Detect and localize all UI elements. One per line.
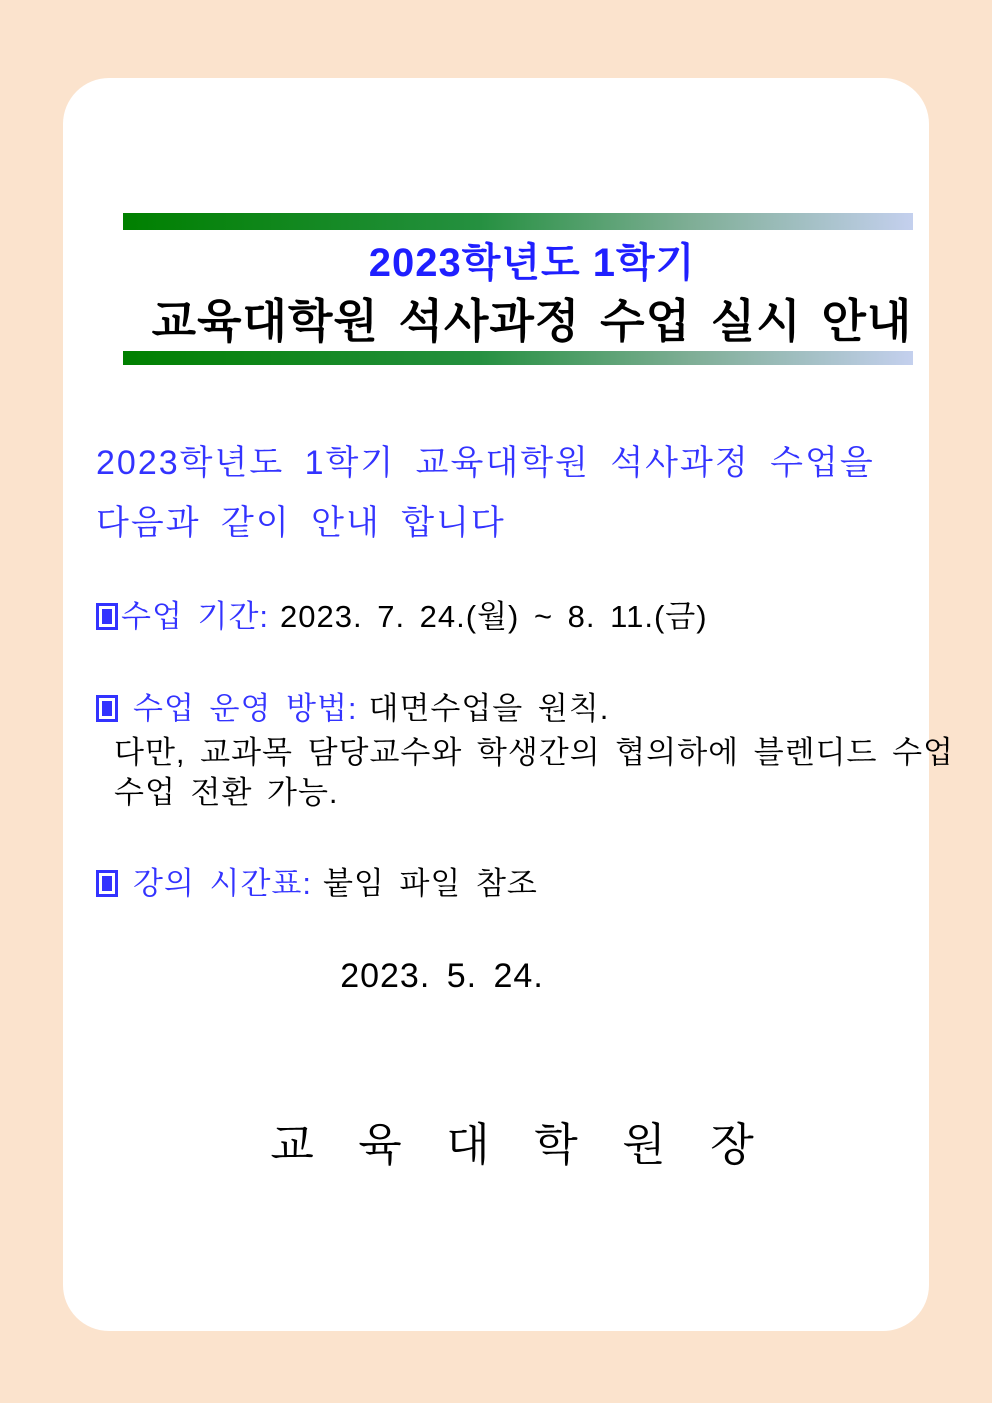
notice-card bbox=[63, 78, 954, 1331]
timetable-value: 붙임 파일 참조 bbox=[322, 866, 538, 901]
square-bullet-inner bbox=[102, 876, 112, 891]
section-class-period bbox=[96, 599, 708, 635]
class-method-detail-line1: 다만, 교과목 담당교수와 학생간의 협의하에 블렌디드 수업 bbox=[114, 735, 954, 770]
class-period-value: 2023. 7. 24.(월) ~ 8. 11.(금) bbox=[280, 599, 708, 634]
square-bullet-inner bbox=[102, 609, 112, 624]
section-class-method bbox=[96, 691, 609, 727]
square-bullet-inner bbox=[102, 701, 112, 716]
section-timetable bbox=[96, 866, 538, 902]
intro-line1: 2023학년도 1학기 교육대학원 석사과정 수업을 bbox=[96, 444, 875, 482]
square-bullet-icon bbox=[96, 870, 118, 897]
notice-title-line1: 2023학년도 1학기 bbox=[368, 241, 696, 285]
square-bullet-icon bbox=[96, 695, 118, 722]
notice-title-line2: 교육대학원 석사과정 수업 실시 안내 bbox=[151, 295, 913, 347]
bottom-gradient-bar bbox=[123, 351, 913, 365]
class-method-value: 대면수업을 원칙. bbox=[368, 691, 610, 726]
intro-line2: 다음과 같이 안내 합니다 bbox=[96, 504, 506, 542]
notice-date: 2023. 5. 24. bbox=[340, 957, 544, 995]
class-method-detail-line2: 수업 전환 가능. bbox=[114, 775, 339, 810]
signature-dean-of-graduate-school: 교 육 대 학 원 장 bbox=[270, 1119, 756, 1170]
square-bullet-icon bbox=[96, 603, 118, 630]
timetable-label: 강의 시간표: bbox=[133, 866, 312, 901]
class-period-label: 수업 기간: bbox=[121, 599, 270, 634]
class-method-label: 수업 운영 방법: bbox=[133, 691, 358, 726]
top-gradient-bar bbox=[123, 213, 913, 230]
